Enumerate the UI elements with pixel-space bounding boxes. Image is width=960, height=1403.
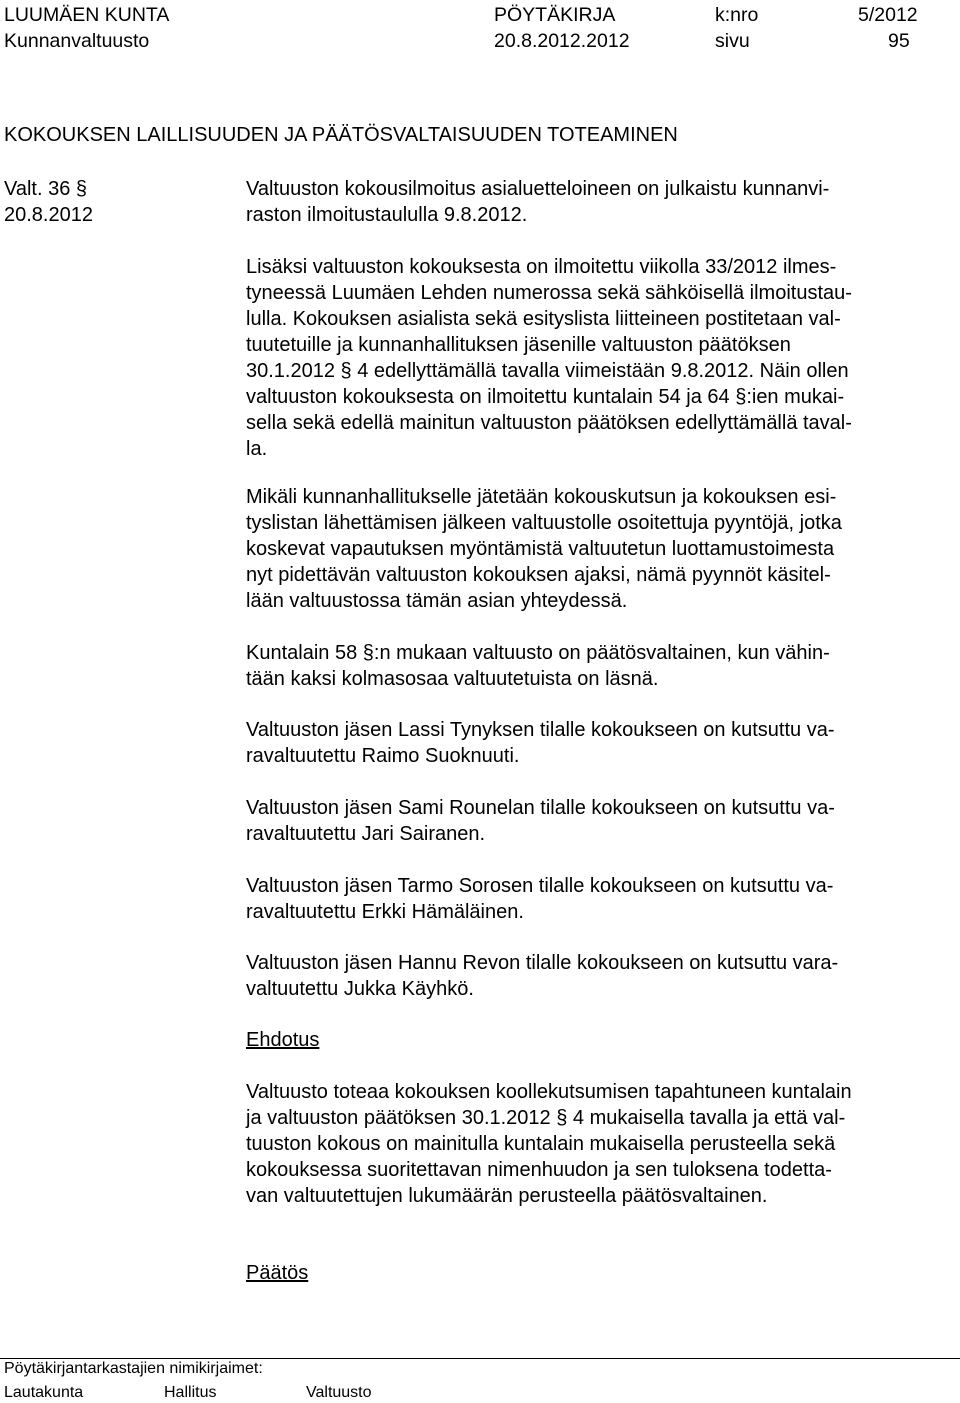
text-line: ravaltuutettu Raimo Suoknuuti.	[246, 745, 520, 767]
proposal-heading: Ehdotus	[246, 1029, 320, 1051]
paragraph-substitute-4	[246, 950, 936, 1002]
text-line: Valtuuston jäsen Hannu Revon tilalle kokoukseen on kutsuttu vara-	[246, 952, 839, 974]
footer-col-valtuusto: Valtuusto	[306, 1384, 372, 1401]
footer-col-hallitus: Hallitus	[164, 1384, 217, 1401]
text-line: Kuntalain 58 §:n mukaan valtuusto on päätösvaltainen, kun vähin-	[246, 642, 830, 664]
footer-col-lautakunta: Lautakunta	[4, 1384, 84, 1401]
text-line: tyslistan lähettämisen jälkeen valtuustolle osoitettuja pyyntöjä, jotka	[246, 512, 842, 534]
text-line: la.	[246, 438, 268, 460]
proposal-text	[246, 1079, 936, 1209]
paragraph-announcement	[246, 176, 936, 228]
page-label: sivu	[715, 30, 750, 52]
paragraph-quorum-rule	[246, 640, 936, 692]
text-line: kokouksessa suoritettavan nimenhuudon ja sen tuloksena todetta-	[246, 1159, 832, 1181]
paragraph-substitute-2	[246, 795, 936, 847]
text-line: tään kaksi kolmasosaa valtuutetuista on läsnä.	[246, 668, 659, 690]
text-line: sella sekä edellä mainitun valtuuston päätöksen edellyttämällä taval-	[246, 412, 852, 434]
page-number: 95	[888, 30, 910, 52]
text-line: Valtuusto toteaa kokouksen koollekutsumisen tapahtuneen kuntalain	[246, 1081, 852, 1103]
text-line: ravaltuutettu Jari Sairanen.	[246, 823, 486, 845]
text-line: Valtuuston jäsen Sami Rounelan tilalle kokoukseen on kutsuttu va-	[246, 797, 835, 819]
text-line: valtuutettu Jukka Käyhkö.	[246, 978, 474, 1000]
text-line: Valtuuston jäsen Lassi Tynyksen tilalle kokoukseen on kutsuttu va-	[246, 719, 835, 741]
text-line: lulla. Kokouksen asialista sekä esityslista liitteineen postitetaan val-	[246, 308, 841, 330]
text-line: ja valtuuston päätöksen 30.1.2012 § 4 mukaisella tavalla ja että val-	[246, 1107, 846, 1129]
text-line: nyt pidettävän valtuuston kokouksen ajaksi, nämä pyynnöt käsitel-	[246, 564, 831, 586]
text-line: Lisäksi valtuuston kokouksesta on ilmoitettu viikolla 33/2012 ilmes-	[246, 256, 837, 278]
text-line: Valtuuston kokousilmoitus asialuetteloineen on julkaistu kunnanvi-	[246, 178, 830, 200]
text-line: tyneessä Luumäen Lehden numerossa sekä sähköisellä ilmoitustau-	[246, 282, 852, 304]
text-line: tuutetuille ja kunnanhallituksen jäsenille valtuuston päätöksen	[246, 334, 791, 356]
meeting-date: 20.8.2012.2012	[494, 30, 630, 52]
text-line: lään valtuustossa tämän asian yhteydessä.	[246, 590, 628, 612]
text-line: van valtuutettujen lukumäärän perusteella päätösvaltainen.	[246, 1185, 768, 1207]
paragraph-substitute-1	[246, 717, 936, 769]
text-line: raston ilmoitustaululla 9.8.2012.	[246, 204, 528, 226]
text-line: ravaltuutettu Erkki Hämäläinen.	[246, 901, 524, 923]
decision-heading: Päätös	[246, 1262, 309, 1284]
text-line: Valtuuston jäsen Tarmo Sorosen tilalle kokoukseen on kutsuttu va-	[246, 875, 834, 897]
paragraph-exemption-requests	[246, 484, 936, 614]
paragraph-substitute-3	[246, 873, 936, 925]
paragraph-additional-notice	[246, 254, 936, 462]
text-line: 30.1.2012 § 4 edellyttämällä tavalla viimeistään 9.8.2012. Näin ollen	[246, 360, 849, 382]
signatures-label: Pöytäkirjantarkastajien nimikirjaimet:	[4, 1360, 263, 1377]
text-line: Mikäli kunnanhallitukselle jätetään kokouskutsun ja kokouksen esi-	[246, 486, 837, 508]
text-line: tuuston kokous on mainitulla kuntalain mukaisella perusteella sekä	[246, 1133, 836, 1155]
org-name: LUUMÄEN KUNTA	[4, 4, 170, 26]
knro-value: 5/2012	[858, 4, 918, 26]
item-number: Valt. 36 §	[4, 178, 88, 200]
doc-type: PÖYTÄKIRJA	[494, 4, 616, 26]
text-line: koskevat vapautuksen myöntämistä valtuutetun luottamustoimesta	[246, 538, 835, 560]
item-date: 20.8.2012	[4, 204, 93, 226]
knro-label: k:nro	[715, 4, 759, 26]
text-line: valtuuston kokouksesta on ilmoitettu kuntalain 54 ja 64 §:ien mukai-	[246, 386, 845, 408]
section-title: KOKOUKSEN LAILLISUUDEN JA PÄÄTÖSVALTAISUUDEN TOTEAMINEN	[4, 124, 678, 146]
body-name: Kunnanvaltuusto	[4, 30, 150, 52]
